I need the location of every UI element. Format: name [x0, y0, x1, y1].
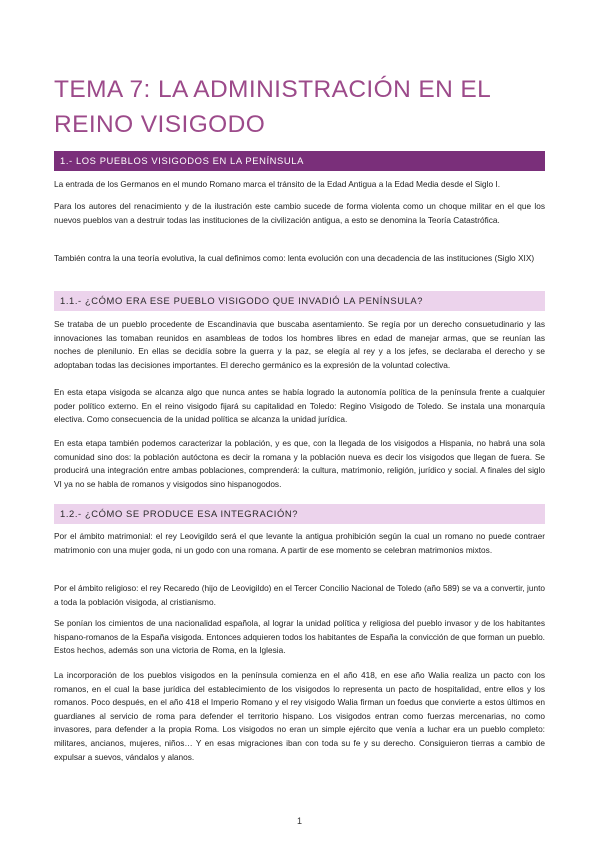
document-title: TEMA 7: LA ADMINISTRACIÓN EN EL REINO VISIGODO [54, 76, 491, 138]
paragraph: Por el ámbito religioso: el rey Recaredo (hijo de Leovigildo) en el Tercer Concilio Nacional de Toledo (año 589) se va a convertir, junto a toda la población visigoda, al cristianismo. [54, 583, 545, 607]
page-number: 1 [296, 816, 302, 826]
paragraph: Se ponían los cimientos de una nacionalidad española, al lograr la unidad política y religiosa del pueblo invasor y de los habitantes hispano-romanos de la España visigoda. Entonces adquieren todos los habitantes de España la convicción de que forman un pueblo. Estos hechos, además son una victoria de Roma, en la Iglesia. [54, 618, 545, 656]
paragraph: También contra la una teoría evolutiva, la cual definimos como: lenta evolución con una decadencia de las instituciones (Siglo XIX) [54, 253, 535, 263]
subsection-heading-1-1: 1.1.- ¿CÓMO ERA ESE PUEBLO VISIGODO QUE INVADIÓ LA PENÍNSULA? [54, 291, 545, 311]
paragraph: Por el ámbito matrimonial: el rey Leovigildo será el que levante la antigua prohibición según la cual un romano no puede contraer matrimonio con una mujer goda, ni un godo con una romana. A partir de ese momento se celebran matrimonios mixtos. [54, 531, 545, 555]
paragraph: La incorporación de los pueblos visigodos en la península comienza en el año 418, en ese año Walia realiza un pacto con los romanos, en el cual la base jurídica del establecimiento de los visigodos lo representa un pacto de hospitalidad, entre ellos y los romanos. Poco después, en el año 418 el Imperio Romano y el rey visigodo Walia firman un foedus que convierte a estos últimos en guardianes al servicio de roma para defender el territorio hispano. Los visigodos entran como fuerzas mercenarias, no como invasores, para defender a la propia Roma. Los visigodos no eran un simple ejército que venía a luchar era un pueblo completo: militares, ancianos, mujeres, niños… Y en esas migraciones iban con toda su fe y su derecho. Consiguieron tierras a cambio de expulsar a suevos, vándalos y alanos. [54, 670, 545, 762]
paragraph: En esta etapa también podemos caracterizar la población, y es que, con la llegada de los visigodos a Hispania, no habrá una sola comunidad sino dos: la población autóctona es decir la romana y la población nueva es decir los visigodos que llegan de fuera. Se producirá una integración entre ambas poblaciones, comprenderá: la cultura, matrimonio, religión, jurídico y social. A finales del siglo VI ya no se habla de romanos y visigodos sino hispanogodos. [54, 438, 545, 489]
section-heading-1: 1.- LOS PUEBLOS VISIGODOS EN LA PENÍNSULA [54, 151, 545, 171]
paragraph: Se trataba de un pueblo procedente de Escandinavia que buscaba asentamiento. Se regía por un derecho consuetudinario y las innovaciones las tomaban reunidos en asambleas de todos los hombres libres en edad de manejar armas, que se reunían las noches de plenilunio. En ellas se decidía sobre la guerra y la paz, se elegía al rey y a los jefes, se declaraba el derecho y se adoptaban todas las decisiones importantes. El derecho germánico es la expresión de la voluntad colectiva. [54, 319, 545, 370]
subsection-heading-1-2: 1.2.- ¿CÓMO SE PRODUCE ESA INTEGRACIÓN? [54, 504, 545, 524]
paragraph: En esta etapa visigoda se alcanza algo que nunca antes se había logrado la autonomía política de la península frente a cualquier poder político externo. En el reino visigodo fijará su capitalidad en Toledo: Regino Visigodo de Toledo. Se instala una monarquía electiva. Como consecuencia de la unidad política se alcanza la unidad jurídica. [54, 387, 545, 425]
paragraph: Para los autores del renacimiento y de la ilustración este cambio sucede de forma violenta como un choque militar en el que los nuevos pueblos van a destruir todas las instituciones de la civilización antigua, a esto se denomina la Teoría Catastrófica. [54, 201, 545, 225]
paragraph: La entrada de los Germanos en el mundo Romano marca el tránsito de la Edad Antigua a la Edad Media desde el Siglo I. [54, 179, 501, 189]
